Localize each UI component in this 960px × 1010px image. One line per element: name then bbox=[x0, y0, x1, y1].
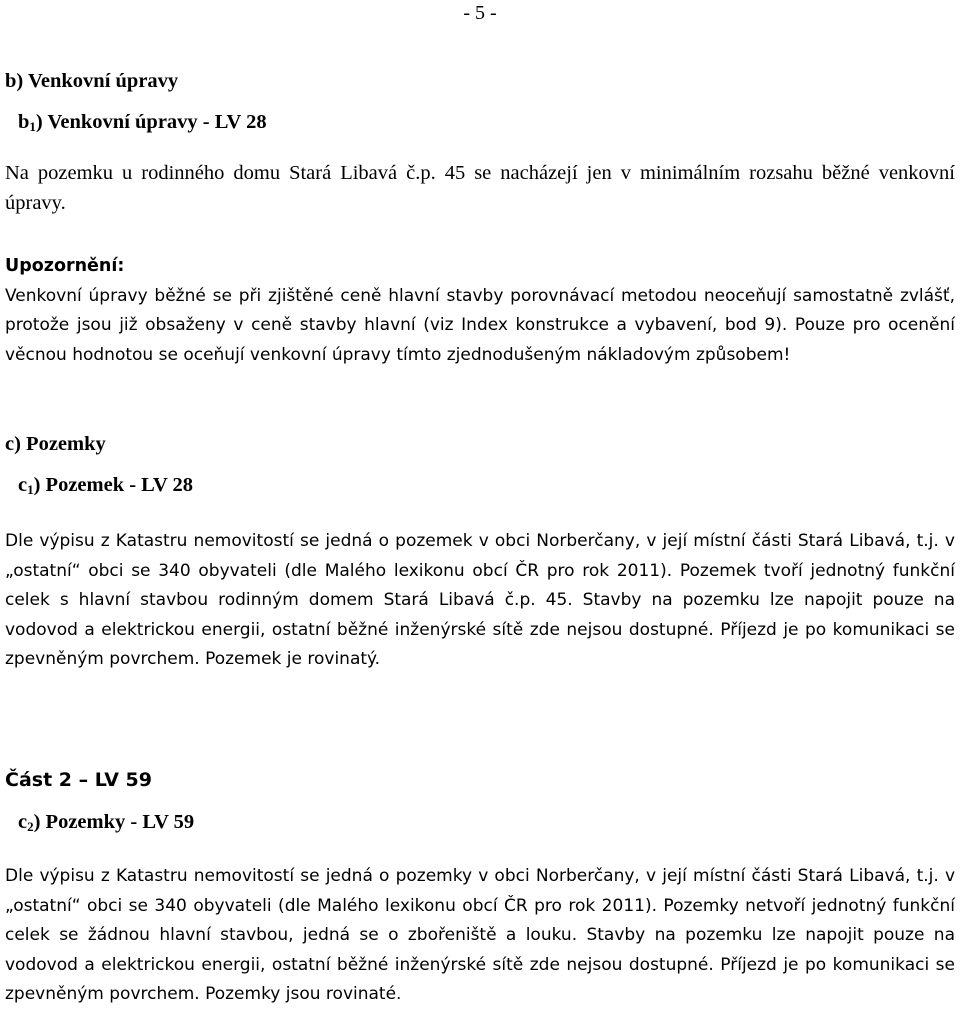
section-b1-rest: ) Venkovní úpravy - LV 28 bbox=[35, 111, 267, 133]
section-c2-prefix: c bbox=[18, 811, 28, 833]
page-number: - 5 - bbox=[463, 2, 497, 24]
warning-label: Upozornění: bbox=[5, 256, 125, 276]
section-c1-rest: ) Pozemek - LV 28 bbox=[33, 474, 194, 496]
section-c1-heading bbox=[18, 474, 193, 498]
section-c-heading: c) Pozemky bbox=[5, 433, 106, 455]
section-b1-heading bbox=[18, 111, 267, 135]
warning-block bbox=[5, 252, 955, 370]
section-c2-heading bbox=[18, 811, 194, 835]
section-c1-prefix: c bbox=[18, 474, 28, 496]
part2-heading: Část 2 – LV 59 bbox=[5, 769, 152, 791]
section-c2-text: Dle výpisu z Katastru nemovitostí se jedná o pozemky v obci Norberčany, v její místní části Stará Libavá, t.j. v „ostatní“ obci se 340 obyvateli (dle Malého lexikonu obcí ČR pro rok 2011). Pozemky netvoří jednotný funkční celek se žádnou hlavní stavbou, jedná se o zbořeniště a louku. Stavby na pozemku lze napojit pouze na vodovod a elektrickou energii, ostatní běžné inženýrské sítě zde nejsou dostupné. Příjezd je po komunikaci se zpevněným povrchem. Pozemky jsou rovinaté. bbox=[5, 866, 955, 1004]
section-c1-index: 1 bbox=[27, 482, 34, 497]
section-b-heading: b) Venkovní úpravy bbox=[5, 70, 179, 92]
section-b1-text: Na pozemku u rodinného domu Stará Libavá č.p. 45 se nacházejí jen v minimálním rozsahu běžné venkovní úpravy. bbox=[5, 162, 955, 214]
section-c2-rest: ) Pozemky - LV 59 bbox=[33, 811, 195, 833]
section-b1-index: 1 bbox=[29, 119, 36, 134]
section-c2-index: 2 bbox=[27, 819, 34, 834]
warning-text: Venkovní úpravy běžné se při zjištěné ceně hlavní stavby porovnávací metodou neoceňují samostatně zvlášť, protože jsou již obsaženy v ceně stavby hlavní (viz Index konstrukce a vybavení, bod 9). Pouze pro ocenění věcnou hodnotou se oceňují venkovní úpravy tímto zjednodušeným nákladovým způsobem! bbox=[5, 285, 955, 365]
section-b1-prefix: b bbox=[18, 111, 30, 133]
section-c1-text: Dle výpisu z Katastru nemovitostí se jedná o pozemek v obci Norberčany, v její místní části Stará Libavá, t.j. v „ostatní“ obci se 340 obyvateli (dle Malého lexikonu obcí ČR pro rok 2011). Pozemek tvoří jednotný funkční celek s hlavní stavbou rodinným domem Stará Libavá č.p. 45. Stavby na pozemku lze napojit pouze na vodovod a elektrickou energii, ostatní běžné inženýrské sítě zde nejsou dostupné. Příjezd je po komunikaci se zpevněným povrchem. Pozemek je rovinatý. bbox=[5, 531, 955, 669]
